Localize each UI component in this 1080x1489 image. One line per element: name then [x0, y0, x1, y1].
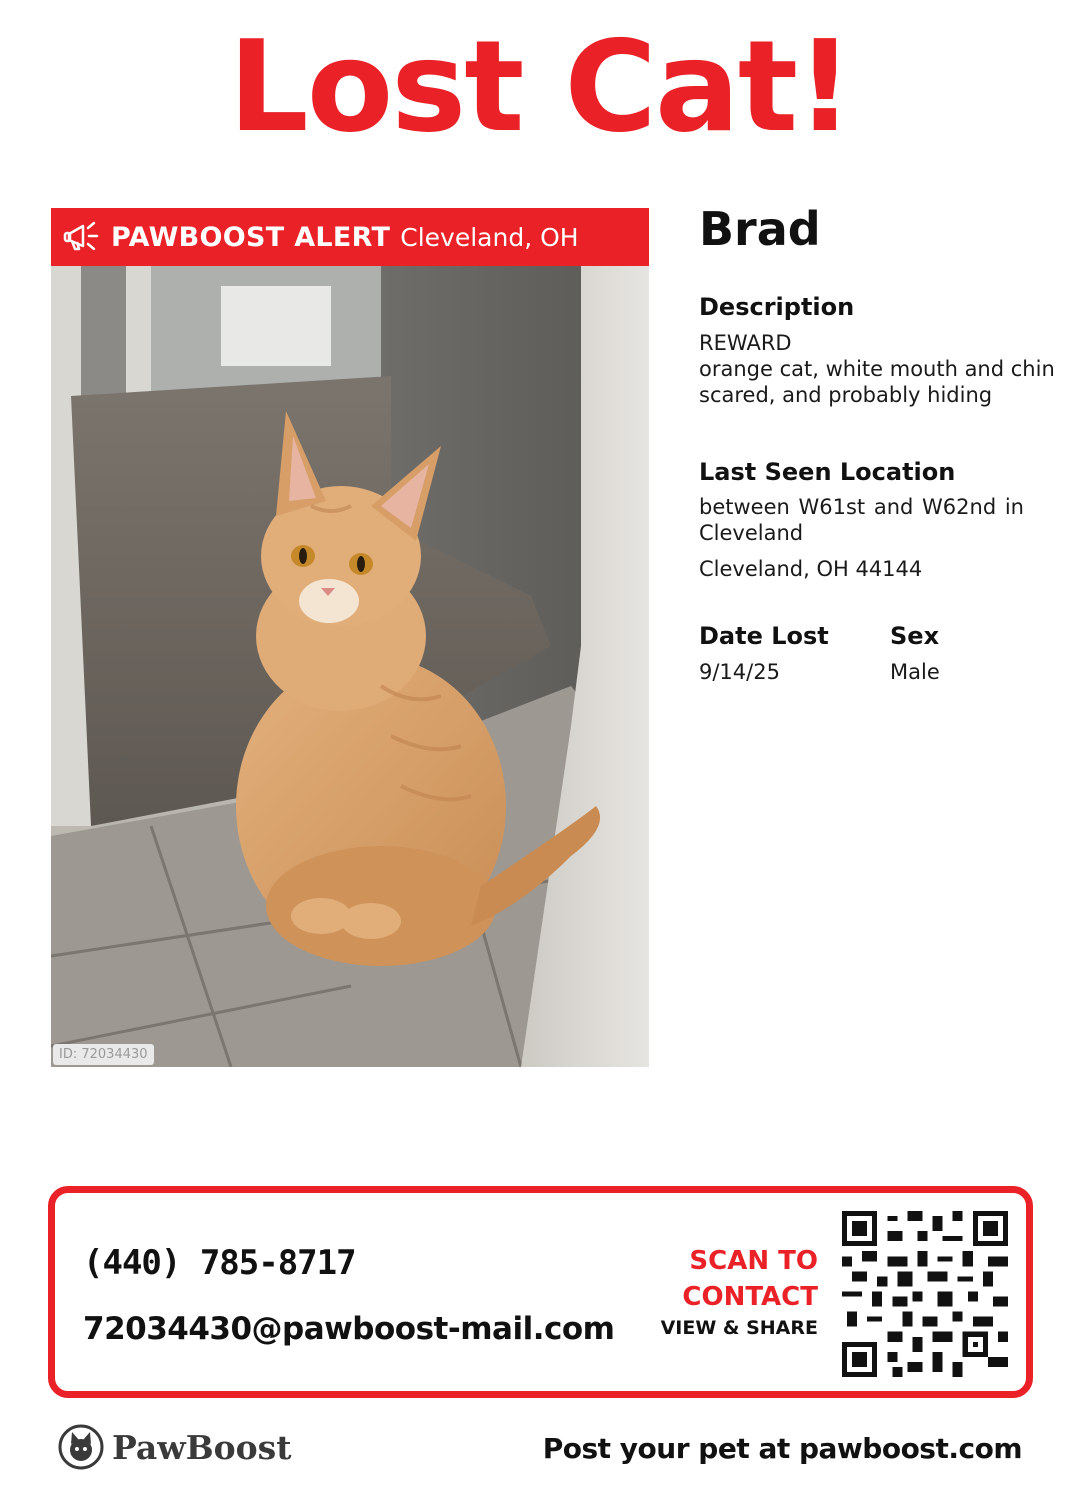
- contact-box: [48, 1186, 1033, 1398]
- cat-photo: [51, 266, 649, 1067]
- pet-name: Brad: [699, 202, 821, 256]
- phone-number[interactable]: (440) 785-8717: [83, 1243, 356, 1283]
- brand-name: PawBoost: [112, 1427, 292, 1467]
- date-lost-value: 9/14/25: [699, 660, 780, 684]
- description-line-1: REWARD: [699, 331, 792, 355]
- view-share-label: VIEW & SHARE: [660, 1317, 818, 1339]
- pawboost-brand[interactable]: [58, 1424, 291, 1470]
- scan-to-label: SCAN TO: [689, 1246, 818, 1276]
- alert-title: PAWBOOST ALERT: [111, 221, 391, 253]
- alert-banner: [51, 208, 649, 266]
- sex-label: Sex: [890, 622, 940, 650]
- photo-id-tag: ID: 72034430: [53, 1044, 154, 1065]
- page-headline: Lost Cat!: [228, 13, 852, 160]
- contact-label: CONTACT: [682, 1282, 818, 1312]
- footer-tagline[interactable]: Post your pet at pawboost.com: [542, 1432, 1022, 1465]
- megaphone-icon: [61, 216, 103, 258]
- sex-value: Male: [890, 660, 940, 684]
- pet-photo-card: [51, 208, 649, 1067]
- last-seen-label: Last Seen Location: [699, 458, 956, 486]
- description-line-2: orange cat, white mouth and chin: [699, 357, 1055, 381]
- date-lost-label: Date Lost: [699, 622, 829, 650]
- qr-code[interactable]: [842, 1211, 1008, 1377]
- last-seen-line-1: between W61st and W62nd in: [699, 495, 1024, 519]
- contact-email[interactable]: 72034430@pawboost-mail.com: [83, 1311, 615, 1347]
- last-seen-line-2: Cleveland: [699, 521, 804, 545]
- description-line-3: scared, and probably hiding: [699, 383, 993, 407]
- description-label: Description: [699, 293, 855, 321]
- pawboost-logo-icon: [58, 1424, 104, 1470]
- alert-city: Cleveland, OH: [400, 222, 579, 252]
- city-zip: Cleveland, OH 44144: [699, 557, 923, 581]
